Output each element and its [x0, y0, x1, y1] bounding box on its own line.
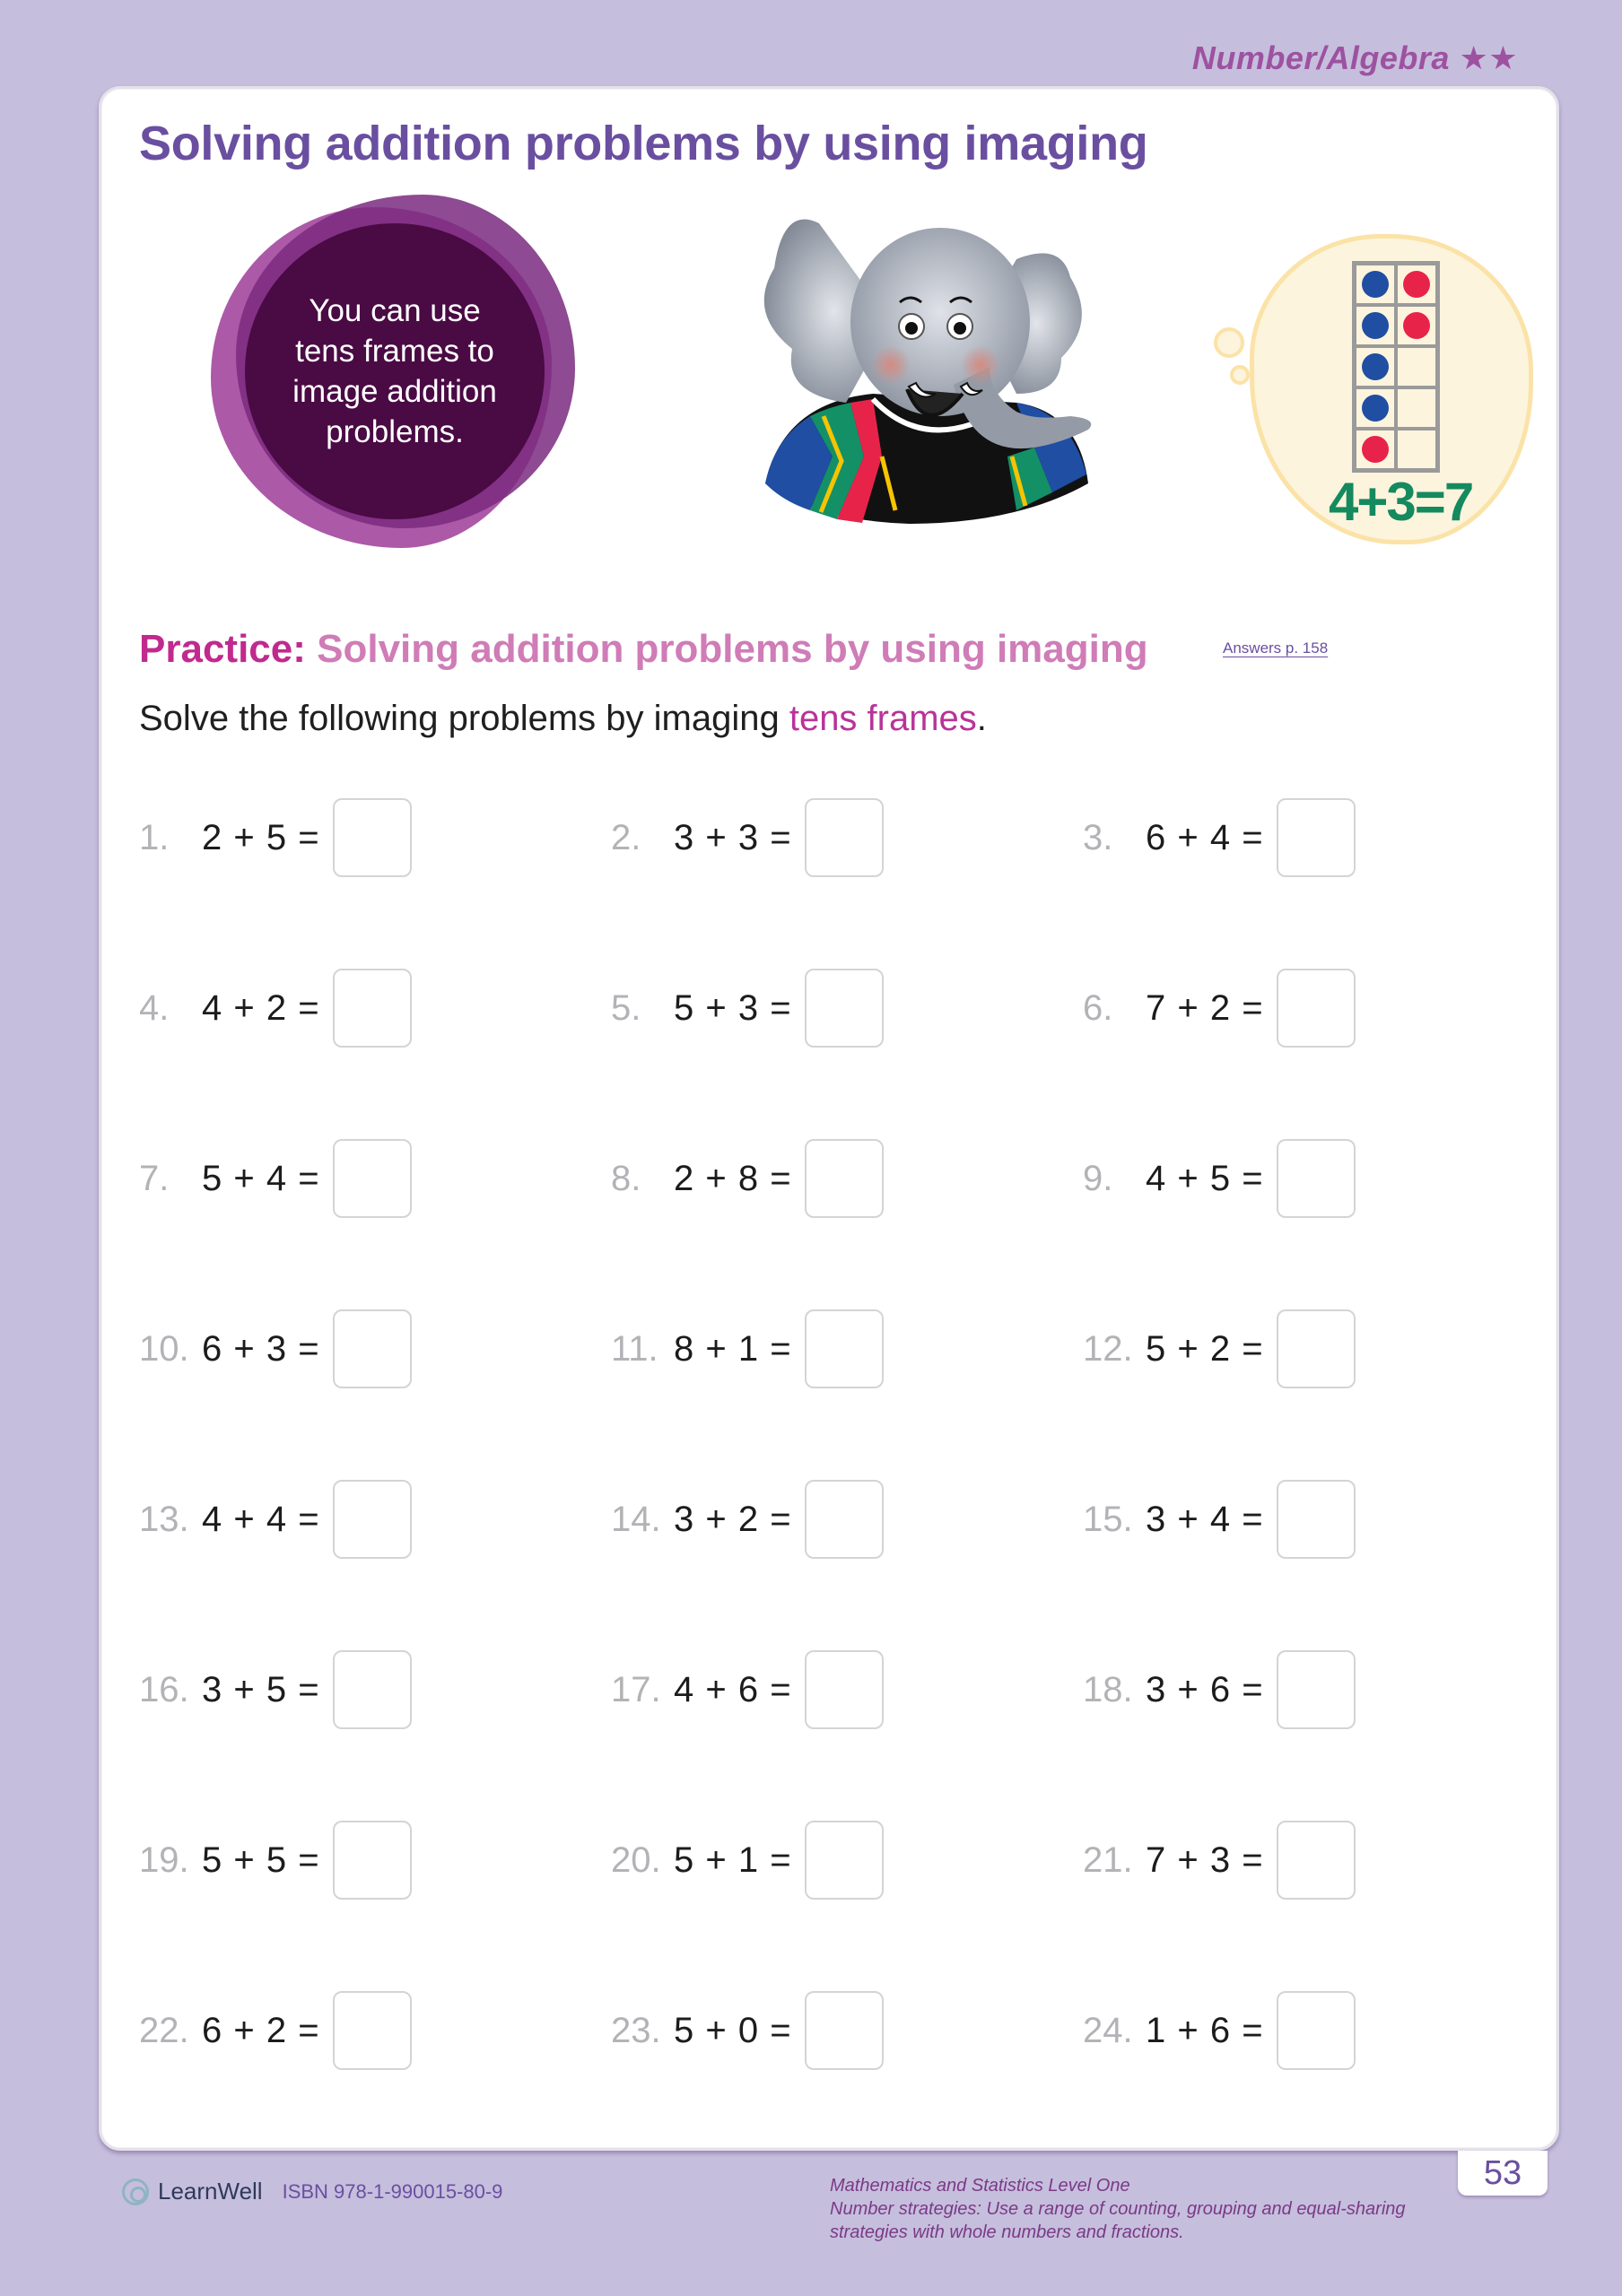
answer-box[interactable]: [1277, 1650, 1356, 1729]
answer-box[interactable]: [1277, 1139, 1356, 1218]
problem-expression: 4 + 4 =: [202, 1499, 320, 1539]
blue-counter-icon: [1362, 353, 1389, 380]
problem-item: [611, 1309, 1083, 1389]
problem-expression: 6 + 3 =: [202, 1328, 320, 1369]
problem-number: 18.: [1083, 1669, 1133, 1709]
practice-title: Solving addition problems by using imaging: [317, 627, 1148, 671]
problem-item: [611, 1649, 1083, 1730]
tip-line: You can use: [309, 293, 481, 328]
problem-item: [611, 1479, 1083, 1560]
problem-number: 14.: [611, 1499, 661, 1539]
tens-frame-cell: [1396, 305, 1437, 346]
problem-item: [1083, 968, 1521, 1048]
answer-box[interactable]: [1277, 798, 1356, 877]
answer-box[interactable]: [805, 1650, 884, 1729]
tip-line: problems.: [326, 414, 464, 449]
problem-number: 12.: [1083, 1328, 1133, 1369]
problem-expression: 3 + 6 =: [1146, 1669, 1264, 1709]
problem-expression: 6 + 4 =: [1146, 817, 1264, 857]
answer-box[interactable]: [805, 1480, 884, 1559]
instruction-highlight: tens frames: [789, 699, 977, 738]
blue-counter-icon: [1362, 312, 1389, 339]
problem-expression: 5 + 2 =: [1146, 1328, 1264, 1369]
answer-box[interactable]: [1277, 1821, 1356, 1900]
problem-item: [1083, 1309, 1521, 1389]
problem-expression: 3 + 5 =: [202, 1669, 320, 1709]
tip-bubble: [211, 195, 570, 553]
problem-expression: 4 + 2 =: [202, 987, 320, 1028]
tens-frame-cell: [1355, 305, 1396, 346]
tip-line: image addition: [292, 374, 497, 409]
problem-item: [139, 968, 611, 1048]
problem-number: 7.: [139, 1158, 170, 1198]
problem-expression: 3 + 2 =: [674, 1499, 792, 1539]
spiral-logo-icon: [122, 2179, 149, 2205]
problem-expression: 2 + 8 =: [674, 1158, 792, 1198]
tens-frame-cell: [1355, 264, 1396, 305]
problem-expression: 5 + 4 =: [202, 1158, 320, 1198]
thought-bubble-dot: [1214, 327, 1244, 358]
problem-number: 13.: [139, 1499, 189, 1539]
problem-expression: 7 + 2 =: [1146, 987, 1264, 1028]
practice-heading: [139, 627, 1148, 672]
problem-number: 1.: [139, 817, 170, 857]
tens-frame-cell: [1355, 346, 1396, 387]
problem-number: 15.: [1083, 1499, 1133, 1539]
thought-bubble-dot: [1230, 365, 1250, 385]
answer-box[interactable]: [333, 969, 412, 1048]
publisher-name: LearnWell: [158, 2178, 263, 2205]
answer-box[interactable]: [333, 1139, 412, 1218]
problem-number: 11.: [611, 1328, 658, 1369]
elephant-illustration: [747, 187, 1473, 546]
problem-item: [139, 1990, 611, 2071]
page-number: 53: [1458, 2151, 1548, 2196]
tens-frame-cell: [1396, 346, 1437, 387]
answer-box[interactable]: [333, 1309, 412, 1388]
red-counter-icon: [1403, 312, 1430, 339]
problem-number: 3.: [1083, 817, 1113, 857]
problem-expression: 5 + 0 =: [674, 2010, 792, 2050]
problem-expression: 4 + 5 =: [1146, 1158, 1264, 1198]
answer-box[interactable]: [333, 1480, 412, 1559]
answer-box[interactable]: [333, 1991, 412, 2070]
page-title: Solving addition problems by using imaging: [139, 117, 1148, 170]
problem-number: 17.: [611, 1669, 661, 1709]
red-counter-icon: [1403, 271, 1430, 298]
problem-expression: 2 + 5 =: [202, 817, 320, 857]
worksheet-card: [99, 86, 1559, 2151]
problem-number: 19.: [139, 1839, 189, 1880]
curriculum-title: Mathematics and Statistics Level One: [830, 2176, 1130, 2196]
problem-expression: 7 + 3 =: [1146, 1839, 1264, 1880]
curriculum-description: Number strategies: Use a range of counting, grouping and equal-sharing strategies with whole numbers and fractions.: [830, 2199, 1406, 2242]
answer-box[interactable]: [805, 969, 884, 1048]
strand-text: Number/Algebra: [1191, 39, 1450, 76]
problem-number: 16.: [139, 1669, 189, 1709]
problem-item: [611, 797, 1083, 878]
problem-number: 2.: [611, 817, 641, 857]
answer-box[interactable]: [805, 1139, 884, 1218]
tens-frame-cell: [1396, 387, 1437, 429]
problem-number: 10.: [139, 1328, 189, 1369]
answer-box[interactable]: [805, 798, 884, 877]
blue-counter-icon: [1362, 271, 1389, 298]
problem-expression: 5 + 3 =: [674, 987, 792, 1028]
problem-expression: 3 + 3 =: [674, 817, 792, 857]
red-counter-icon: [1362, 436, 1389, 463]
problem-item: [139, 1138, 611, 1219]
tip-text: [245, 223, 545, 519]
problem-item: [1083, 1820, 1521, 1900]
curriculum-info: [830, 2174, 1458, 2244]
problem-item: [139, 1820, 611, 1900]
answer-box[interactable]: [1277, 1309, 1356, 1388]
answers-link[interactable]: Answers p. 158: [1223, 639, 1329, 657]
problem-item: [611, 968, 1083, 1048]
problem-item: [1083, 1479, 1521, 1560]
answer-box[interactable]: [1277, 969, 1356, 1048]
elephant-icon: [747, 187, 1250, 546]
problem-number: 9.: [1083, 1158, 1113, 1198]
blue-counter-icon: [1362, 395, 1389, 422]
isbn: ISBN 978-1-990015-80-9: [282, 2179, 503, 2203]
problem-expression: 8 + 1 =: [674, 1328, 792, 1369]
problem-number: 5.: [611, 987, 641, 1028]
problem-item: [139, 797, 611, 878]
problem-item: [1083, 1138, 1521, 1219]
instruction-suffix: .: [976, 699, 987, 738]
problem-item: [1083, 1649, 1521, 1730]
problem-item: [1083, 797, 1521, 878]
difficulty-stars-icon: ★★: [1459, 39, 1518, 76]
problem-item: [611, 1990, 1083, 2071]
tens-frame-cell: [1396, 429, 1437, 470]
answer-box[interactable]: [333, 1650, 412, 1729]
tip-line: tens frames to: [295, 334, 494, 369]
answer-box[interactable]: [805, 1991, 884, 2070]
strand-label: [1192, 39, 1518, 77]
tens-frame: [1352, 261, 1440, 473]
problem-expression: 5 + 1 =: [674, 1839, 792, 1880]
problem-number: 23.: [611, 2010, 661, 2050]
problem-number: 24.: [1083, 2010, 1133, 2050]
instruction-text: [139, 699, 987, 739]
answer-box[interactable]: [333, 798, 412, 877]
problem-grid: [139, 797, 1521, 2161]
problem-number: 6.: [1083, 987, 1113, 1028]
problem-number: 8.: [611, 1158, 641, 1198]
practice-label: Practice:: [139, 627, 306, 671]
problem-expression: 4 + 6 =: [674, 1669, 792, 1709]
problem-expression: 5 + 5 =: [202, 1839, 320, 1880]
problem-number: 4.: [139, 987, 170, 1028]
problem-item: [139, 1309, 611, 1389]
instruction-prefix: Solve the following problems by imaging: [139, 699, 789, 738]
publisher-footer: [122, 2178, 502, 2205]
problem-item: [611, 1820, 1083, 1900]
problem-item: [1083, 1990, 1521, 2071]
tens-frame-cell: [1355, 387, 1396, 429]
problem-item: [139, 1649, 611, 1730]
problem-number: 22.: [139, 2010, 189, 2050]
tens-frame-cell: [1396, 264, 1437, 305]
problem-expression: 6 + 2 =: [202, 2010, 320, 2050]
problem-expression: 3 + 4 =: [1146, 1499, 1264, 1539]
answer-box[interactable]: [805, 1309, 884, 1388]
answer-box[interactable]: [1277, 1480, 1356, 1559]
answer-box[interactable]: [805, 1821, 884, 1900]
problem-number: 21.: [1083, 1839, 1133, 1880]
example-equation: 4+3=7: [1329, 472, 1473, 532]
tens-frame-cell: [1355, 429, 1396, 470]
answer-box[interactable]: [333, 1821, 412, 1900]
problem-expression: 1 + 6 =: [1146, 2010, 1264, 2050]
answer-box[interactable]: [1277, 1991, 1356, 2070]
problem-item: [611, 1138, 1083, 1219]
problem-number: 20.: [611, 1839, 661, 1880]
problem-item: [139, 1479, 611, 1560]
